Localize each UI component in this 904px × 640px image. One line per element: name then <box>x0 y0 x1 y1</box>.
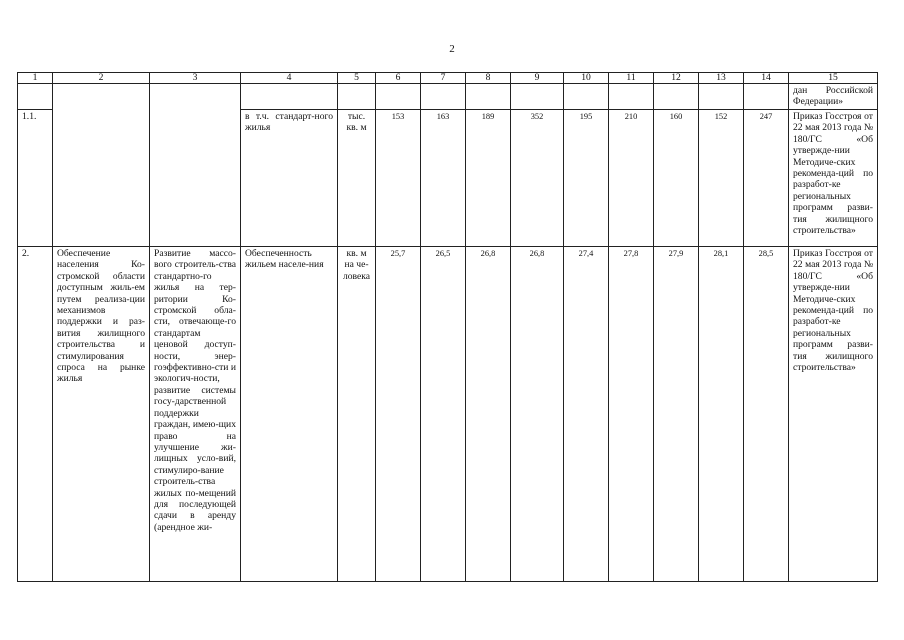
header-cell: 9 <box>511 73 564 84</box>
table-row <box>18 247 878 582</box>
value-cell: 25,7 <box>376 247 421 582</box>
value-cell: 27,8 <box>609 247 654 582</box>
header-cell: 7 <box>421 73 466 84</box>
value-cell: 153 <box>376 110 421 247</box>
table-cell <box>376 84 421 110</box>
header-cell: 2 <box>53 73 150 84</box>
indicators-table <box>17 72 878 582</box>
goal-cell: Обеспечение населения Ко-стромской области доступным жиль-ем путем реализа-ции механизмов поддержки и раз-вития жилищного строительства и стимулирования спроса на рынке жилья <box>53 247 150 582</box>
header-cell: 3 <box>150 73 241 84</box>
value-cell: 28,1 <box>699 247 744 582</box>
table-cell <box>53 84 150 247</box>
header-cell: 15 <box>789 73 878 84</box>
value-cell: 28,5 <box>744 247 789 582</box>
value-cell: 27,9 <box>654 247 699 582</box>
page-number: 2 <box>449 43 455 55</box>
source-cell: Приказ Госстроя от 22 мая 2013 года № 180/ГС «Об утвержде-нии Методиче-ских рекоменда-ций по разработ-ке региональных программ разви-тия жилищного строительства» <box>789 247 878 582</box>
header-cell: 11 <box>609 73 654 84</box>
table-cell <box>609 84 654 110</box>
value-cell: 163 <box>421 110 466 247</box>
table-cell <box>699 84 744 110</box>
value-cell: 26,8 <box>511 247 564 582</box>
header-cell: 1 <box>18 73 53 84</box>
header-cell: 12 <box>654 73 699 84</box>
task-cell: Развитие массо-вого строитель-ства стандартно-го жилья на тер-ритории Ко-стромской обла-сти, отвечающе-го стандартам ценовой доступ-ности, энер-гоэффективно-сти и экологич-ности, развитие системы госу-дарственной поддержки граждан, имею-щих право на улучшение жи-лищных усло-вий, стимулиро-вание строитель-ства жилых по-мещений для последующей сдачи в аренду (арендное жи- <box>150 247 241 582</box>
value-cell: 352 <box>511 110 564 247</box>
value-cell: 210 <box>609 110 654 247</box>
header-cell: 6 <box>376 73 421 84</box>
header-cell: 13 <box>699 73 744 84</box>
value-cell: 152 <box>699 110 744 247</box>
header-cell: 10 <box>564 73 609 84</box>
table-cell <box>654 84 699 110</box>
table-cell <box>511 84 564 110</box>
table-cell <box>564 84 609 110</box>
header-cell: 14 <box>744 73 789 84</box>
table-cell <box>150 84 241 247</box>
source-cell: дан Российской Федерации» <box>789 84 878 110</box>
header-row <box>18 73 878 84</box>
row-number: 1.1. <box>18 110 53 247</box>
value-cell: 189 <box>466 110 511 247</box>
continuation-row <box>18 84 878 110</box>
value-cell: 160 <box>654 110 699 247</box>
source-cell: Приказ Госстроя от 22 мая 2013 года № 180/ГС «Об утвержде-нии Методиче-ских рекоменда-ций по разработ-ке региональных программ разви-тия жилищного строительства» <box>789 110 878 247</box>
value-cell: 26,5 <box>421 247 466 582</box>
table-cell <box>466 84 511 110</box>
value-cell: 27,4 <box>564 247 609 582</box>
value-cell: 26,8 <box>466 247 511 582</box>
header-cell: 8 <box>466 73 511 84</box>
row-number: 2. <box>18 247 53 582</box>
value-cell: 247 <box>744 110 789 247</box>
unit-cell: тыс. кв. м <box>338 110 376 247</box>
table-cell <box>421 84 466 110</box>
header-cell: 5 <box>338 73 376 84</box>
table-cell <box>338 84 376 110</box>
value-cell: 195 <box>564 110 609 247</box>
indicator-cell: в т.ч. стандарт-ного жилья <box>241 110 338 247</box>
header-cell: 4 <box>241 73 338 84</box>
unit-cell: кв. м на че-ловека <box>338 247 376 582</box>
table-cell <box>18 84 53 110</box>
table-cell <box>744 84 789 110</box>
indicator-cell: Обеспеченность жильем населе-ния <box>241 247 338 582</box>
table-cell <box>241 84 338 110</box>
